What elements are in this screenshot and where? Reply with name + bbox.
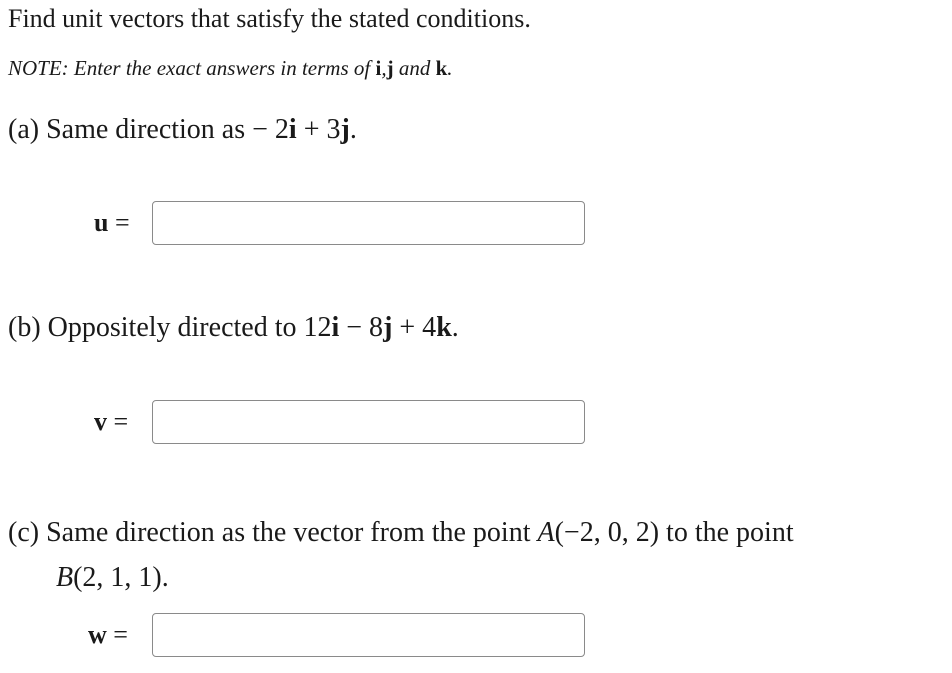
part-a-expr-pre: − 2 [252,114,289,145]
note-i: i [375,56,382,80]
part-b-minus: − 8 [339,312,384,343]
part-b-k: k [436,312,452,343]
answer-input-v[interactable] [152,400,585,444]
part-c-prompt-line2 [56,562,169,594]
answer-row-v [94,398,585,446]
var-u: u [94,208,109,237]
note-j: j [386,56,394,80]
part-b-plus: + 4 [392,312,437,343]
answer-label-u [94,208,152,238]
note-text [8,56,453,81]
part-a-i: i [288,114,297,145]
part-a-end: . [349,114,357,145]
point-b-label: B [56,562,74,593]
note-comma: , [381,56,387,80]
point-b-coords: (2, 1, 1). [73,562,169,593]
answer-input-w[interactable] [152,613,585,657]
answer-row-w [88,611,585,659]
equals-v: = [107,407,129,436]
part-b-i: i [331,312,340,343]
note-and: and [393,56,436,80]
var-v: v [94,407,107,436]
part-c-prompt-line1 [8,517,794,549]
part-c-line1-pre: (c) Same direction as the vector from the point [8,517,538,548]
part-a-plus: + 3 [296,114,341,145]
var-w: w [88,620,107,649]
part-b-j: j [383,312,393,343]
problem-title: Find unit vectors that satisfy the stated conditions. [8,4,531,33]
equals-u: = [108,208,130,237]
answer-label-w [88,620,152,650]
part-a-label: (a) Same direction as [8,114,253,145]
part-a-prompt [8,114,357,146]
point-a-coords: (−2, 0, 2) [554,517,660,548]
part-b-label: (b) Oppositely directed to 12 [8,312,332,343]
equals-w: = [106,620,128,649]
part-b-prompt [8,312,459,344]
part-a-j: j [340,114,350,145]
point-a-label: A [537,517,555,548]
answer-row-u [94,199,585,247]
part-b-end: . [451,312,459,343]
note-period: . [447,56,453,80]
answer-input-u[interactable] [152,201,585,245]
note-k: k [435,56,448,80]
part-c-line1-post: to the point [659,517,794,548]
answer-label-v [94,407,152,437]
note-prefix: NOTE: Enter the exact answers in terms of [8,56,376,80]
